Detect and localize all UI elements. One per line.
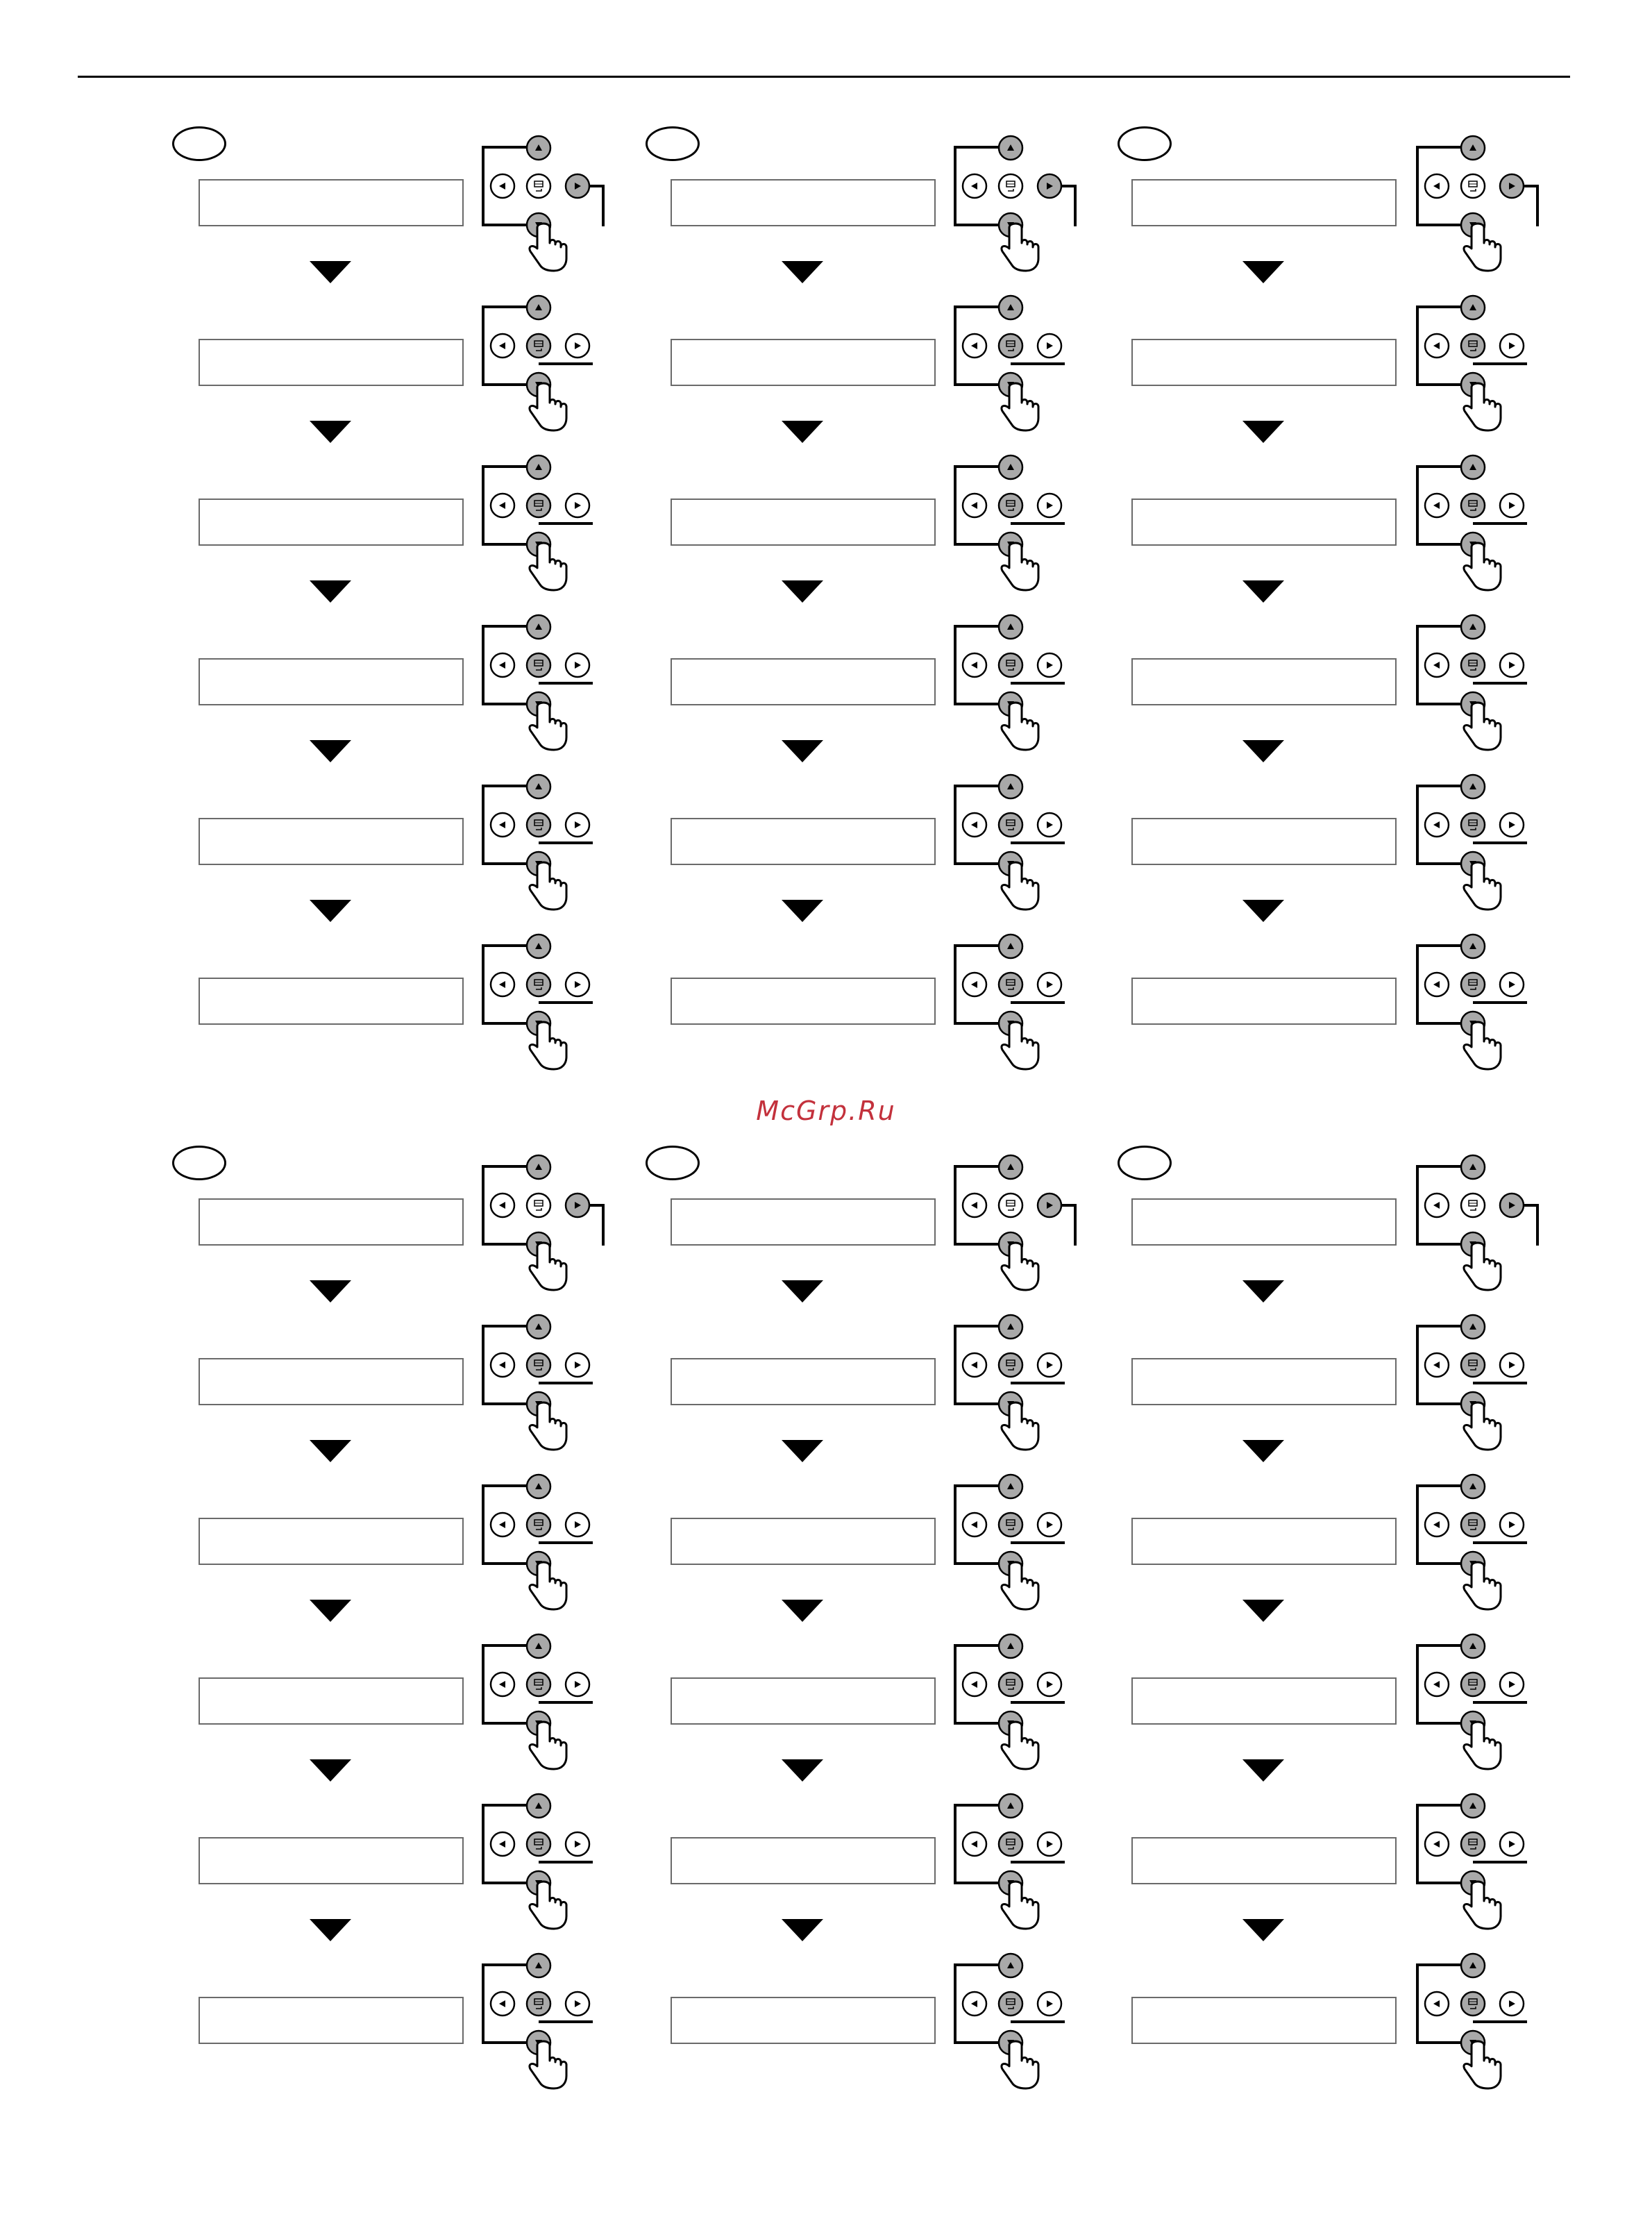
up-key	[999, 775, 1022, 798]
procedure-number-oval	[1118, 1146, 1172, 1180]
right-key	[566, 1353, 589, 1377]
enter-key	[1461, 334, 1485, 358]
keypad-diagram	[954, 143, 1086, 240]
lcd-display-box	[671, 179, 936, 226]
right-key	[566, 973, 589, 996]
lcd-display-box	[1131, 1677, 1397, 1725]
left-key	[963, 1193, 986, 1217]
enter-key	[527, 494, 550, 517]
up-key	[1461, 136, 1485, 160]
left-key	[491, 1673, 514, 1696]
left-key	[491, 1513, 514, 1536]
left-key	[1425, 1193, 1449, 1217]
lcd-display-box	[671, 1198, 936, 1246]
up-key	[527, 1155, 550, 1179]
enter-key	[1461, 813, 1485, 837]
keypad-diagram	[482, 1801, 614, 1898]
enter-key	[1461, 1353, 1485, 1377]
lcd-display-box	[671, 1997, 936, 2044]
next-step-arrow-icon	[310, 1759, 351, 1782]
enter-key	[999, 334, 1022, 358]
enter-key	[527, 1513, 550, 1536]
keypad-diagram	[1416, 1961, 1548, 2058]
procedure-number-oval	[172, 126, 226, 161]
enter-key	[1461, 1513, 1485, 1536]
right-key	[1500, 1193, 1524, 1217]
up-key	[527, 1794, 550, 1818]
right-key	[1038, 334, 1061, 358]
lcd-display-box	[671, 1518, 936, 1565]
keypad-diagram	[482, 941, 614, 1039]
up-key	[527, 1634, 550, 1658]
right-key	[566, 1832, 589, 1856]
keypad-diagram	[954, 622, 1086, 719]
keypad-diagram	[482, 622, 614, 719]
next-step-arrow-icon	[1242, 261, 1284, 283]
procedure-number-oval	[172, 1146, 226, 1180]
enter-key	[1461, 653, 1485, 677]
lcd-display-box	[1131, 339, 1397, 386]
up-key	[999, 935, 1022, 958]
left-key	[963, 1832, 986, 1856]
lcd-display-box	[199, 1518, 464, 1565]
right-key	[1038, 653, 1061, 677]
lcd-display-box	[199, 818, 464, 865]
right-key	[1038, 813, 1061, 837]
right-key	[1038, 1673, 1061, 1696]
right-key	[1038, 494, 1061, 517]
right-key	[1500, 973, 1524, 996]
lcd-display-box	[1131, 658, 1397, 705]
keypad-diagram	[482, 1641, 614, 1739]
next-step-arrow-icon	[782, 261, 823, 283]
up-key	[527, 296, 550, 319]
right-key	[1500, 1832, 1524, 1856]
keypad-diagram	[1416, 1322, 1548, 1419]
left-key	[963, 334, 986, 358]
up-key	[1461, 775, 1485, 798]
up-key	[1461, 1634, 1485, 1658]
next-step-arrow-icon	[310, 1600, 351, 1622]
enter-key	[1461, 973, 1485, 996]
lcd-display-box	[199, 658, 464, 705]
enter-key	[999, 1992, 1022, 2016]
next-step-arrow-icon	[310, 1440, 351, 1462]
enter-key	[527, 334, 550, 358]
left-key	[963, 653, 986, 677]
left-key	[1425, 973, 1449, 996]
right-key	[1500, 1992, 1524, 2016]
enter-key	[527, 174, 550, 198]
left-key	[491, 973, 514, 996]
enter-key	[999, 494, 1022, 517]
next-step-arrow-icon	[310, 261, 351, 283]
right-key	[1500, 494, 1524, 517]
left-key	[1425, 1832, 1449, 1856]
header-rule	[78, 76, 1570, 78]
enter-key	[999, 1832, 1022, 1856]
up-key	[1461, 1794, 1485, 1818]
up-key	[1461, 1315, 1485, 1339]
next-step-arrow-icon	[782, 1280, 823, 1303]
enter-key	[1461, 174, 1485, 198]
left-key	[1425, 494, 1449, 517]
left-key	[963, 494, 986, 517]
next-step-arrow-icon	[782, 900, 823, 922]
next-step-arrow-icon	[782, 740, 823, 762]
left-key	[963, 1673, 986, 1696]
next-step-arrow-icon	[1242, 1600, 1284, 1622]
keypad-diagram	[1416, 303, 1548, 400]
left-key	[963, 1353, 986, 1377]
right-key	[566, 1673, 589, 1696]
right-key	[566, 1992, 589, 2016]
up-key	[999, 1315, 1022, 1339]
lcd-display-box	[671, 339, 936, 386]
enter-key	[527, 1832, 550, 1856]
right-key	[1038, 1513, 1061, 1536]
next-step-arrow-icon	[782, 1919, 823, 1941]
procedure-number-oval	[1118, 126, 1172, 161]
keypad-diagram	[954, 1961, 1086, 2058]
enter-key	[1461, 494, 1485, 517]
keypad-diagram	[482, 462, 614, 560]
enter-key	[1461, 1673, 1485, 1696]
right-key	[1500, 1673, 1524, 1696]
right-key	[1038, 1193, 1061, 1217]
right-key	[566, 1513, 589, 1536]
left-key	[491, 1992, 514, 2016]
lcd-display-box	[199, 179, 464, 226]
lcd-display-box	[1131, 1198, 1397, 1246]
lcd-display-box	[1131, 1518, 1397, 1565]
left-key	[1425, 653, 1449, 677]
right-key	[566, 813, 589, 837]
lcd-display-box	[199, 499, 464, 546]
left-key	[963, 174, 986, 198]
procedure-number-oval	[646, 1146, 700, 1180]
keypad-diagram	[954, 462, 1086, 560]
keypad-diagram	[1416, 782, 1548, 879]
left-key	[963, 1992, 986, 2016]
next-step-arrow-icon	[310, 900, 351, 922]
keypad-diagram	[482, 1961, 614, 2058]
next-step-arrow-icon	[1242, 900, 1284, 922]
up-key	[1461, 455, 1485, 479]
enter-key	[527, 1353, 550, 1377]
next-step-arrow-icon	[1242, 740, 1284, 762]
lcd-display-box	[199, 1358, 464, 1405]
up-key	[527, 935, 550, 958]
keypad-diagram	[482, 143, 614, 240]
up-key	[527, 136, 550, 160]
enter-key	[999, 1193, 1022, 1217]
right-key	[1500, 813, 1524, 837]
next-step-arrow-icon	[1242, 1280, 1284, 1303]
left-key	[1425, 1513, 1449, 1536]
up-key	[1461, 1954, 1485, 1977]
left-key	[491, 174, 514, 198]
keypad-diagram	[482, 303, 614, 400]
up-key	[527, 1315, 550, 1339]
enter-key	[527, 1992, 550, 2016]
keypad-diagram	[1416, 622, 1548, 719]
left-key	[1425, 1353, 1449, 1377]
next-step-arrow-icon	[1242, 1759, 1284, 1782]
keypad-diagram	[1416, 1162, 1548, 1259]
lcd-display-box	[671, 1358, 936, 1405]
up-key	[1461, 935, 1485, 958]
left-key	[1425, 174, 1449, 198]
right-key	[566, 494, 589, 517]
keypad-diagram	[1416, 1641, 1548, 1739]
lcd-display-box	[1131, 179, 1397, 226]
next-step-arrow-icon	[1242, 1919, 1284, 1941]
keypad-diagram	[482, 782, 614, 879]
right-key	[1500, 174, 1524, 198]
next-step-arrow-icon	[310, 1919, 351, 1941]
up-key	[1461, 1155, 1485, 1179]
keypad-diagram	[954, 1801, 1086, 1898]
keypad-diagram	[954, 1322, 1086, 1419]
lcd-display-box	[199, 1997, 464, 2044]
next-step-arrow-icon	[782, 1440, 823, 1462]
next-step-arrow-icon	[782, 421, 823, 443]
up-key	[999, 1155, 1022, 1179]
up-key	[527, 615, 550, 639]
enter-key	[999, 973, 1022, 996]
lcd-display-box	[1131, 499, 1397, 546]
right-key	[566, 653, 589, 677]
watermark: McGrp.Ru	[756, 1096, 896, 1126]
lcd-display-box	[199, 1677, 464, 1725]
lcd-display-box	[1131, 978, 1397, 1025]
keypad-diagram	[954, 1162, 1086, 1259]
enter-key	[527, 813, 550, 837]
left-key	[491, 813, 514, 837]
right-key	[566, 174, 589, 198]
left-key	[491, 1193, 514, 1217]
keypad-diagram	[1416, 143, 1548, 240]
up-key	[999, 1634, 1022, 1658]
enter-key	[527, 1193, 550, 1217]
keypad-diagram	[1416, 1482, 1548, 1579]
up-key	[527, 1954, 550, 1977]
left-key	[491, 1353, 514, 1377]
up-key	[999, 1475, 1022, 1498]
keypad-diagram	[954, 1641, 1086, 1739]
left-key	[491, 334, 514, 358]
up-key	[527, 775, 550, 798]
lcd-display-box	[199, 978, 464, 1025]
left-key	[963, 973, 986, 996]
right-key	[1500, 1353, 1524, 1377]
right-key	[1038, 973, 1061, 996]
enter-key	[527, 1673, 550, 1696]
right-key	[566, 334, 589, 358]
right-key	[1038, 1992, 1061, 2016]
right-key	[1038, 1353, 1061, 1377]
left-key	[1425, 334, 1449, 358]
next-step-arrow-icon	[310, 421, 351, 443]
up-key	[999, 615, 1022, 639]
next-step-arrow-icon	[782, 580, 823, 603]
up-key	[527, 1475, 550, 1498]
enter-key	[999, 1353, 1022, 1377]
up-key	[999, 296, 1022, 319]
left-key	[491, 1832, 514, 1856]
lcd-display-box	[199, 339, 464, 386]
keypad-diagram	[1416, 1801, 1548, 1898]
lcd-display-box	[199, 1198, 464, 1246]
enter-key	[1461, 1992, 1485, 2016]
lcd-display-box	[199, 1837, 464, 1884]
left-key	[491, 653, 514, 677]
lcd-display-box	[671, 1677, 936, 1725]
keypad-diagram	[482, 1162, 614, 1259]
up-key	[999, 455, 1022, 479]
enter-key	[999, 813, 1022, 837]
up-key	[999, 1794, 1022, 1818]
lcd-display-box	[1131, 1358, 1397, 1405]
up-key	[1461, 615, 1485, 639]
left-key	[1425, 813, 1449, 837]
next-step-arrow-icon	[310, 1280, 351, 1303]
right-key	[1500, 653, 1524, 677]
enter-key	[999, 1673, 1022, 1696]
keypad-diagram	[954, 782, 1086, 879]
lcd-display-box	[671, 1837, 936, 1884]
next-step-arrow-icon	[310, 580, 351, 603]
procedure-number-oval	[646, 126, 700, 161]
keypad-diagram	[1416, 941, 1548, 1039]
enter-key	[527, 973, 550, 996]
next-step-arrow-icon	[782, 1600, 823, 1622]
enter-key	[1461, 1832, 1485, 1856]
enter-key	[999, 653, 1022, 677]
right-key	[1038, 1832, 1061, 1856]
up-key	[999, 1954, 1022, 1977]
lcd-display-box	[1131, 1997, 1397, 2044]
right-key	[1038, 174, 1061, 198]
right-key	[1500, 334, 1524, 358]
up-key	[1461, 1475, 1485, 1498]
lcd-display-box	[1131, 1837, 1397, 1884]
left-key	[963, 813, 986, 837]
left-key	[963, 1513, 986, 1536]
right-key	[566, 1193, 589, 1217]
next-step-arrow-icon	[1242, 580, 1284, 603]
keypad-diagram	[954, 941, 1086, 1039]
keypad-diagram	[954, 303, 1086, 400]
keypad-diagram	[1416, 462, 1548, 560]
lcd-display-box	[1131, 818, 1397, 865]
next-step-arrow-icon	[310, 740, 351, 762]
lcd-display-box	[671, 978, 936, 1025]
left-key	[491, 494, 514, 517]
enter-key	[999, 1513, 1022, 1536]
next-step-arrow-icon	[1242, 1440, 1284, 1462]
enter-key	[999, 174, 1022, 198]
up-key	[1461, 296, 1485, 319]
next-step-arrow-icon	[782, 1759, 823, 1782]
keypad-diagram	[954, 1482, 1086, 1579]
lcd-display-box	[671, 499, 936, 546]
enter-key	[527, 653, 550, 677]
left-key	[1425, 1673, 1449, 1696]
enter-key	[1461, 1193, 1485, 1217]
up-key	[999, 136, 1022, 160]
lcd-display-box	[671, 818, 936, 865]
left-key	[1425, 1992, 1449, 2016]
keypad-diagram	[482, 1322, 614, 1419]
right-key	[1500, 1513, 1524, 1536]
next-step-arrow-icon	[1242, 421, 1284, 443]
lcd-display-box	[671, 658, 936, 705]
keypad-diagram	[482, 1482, 614, 1579]
up-key	[527, 455, 550, 479]
